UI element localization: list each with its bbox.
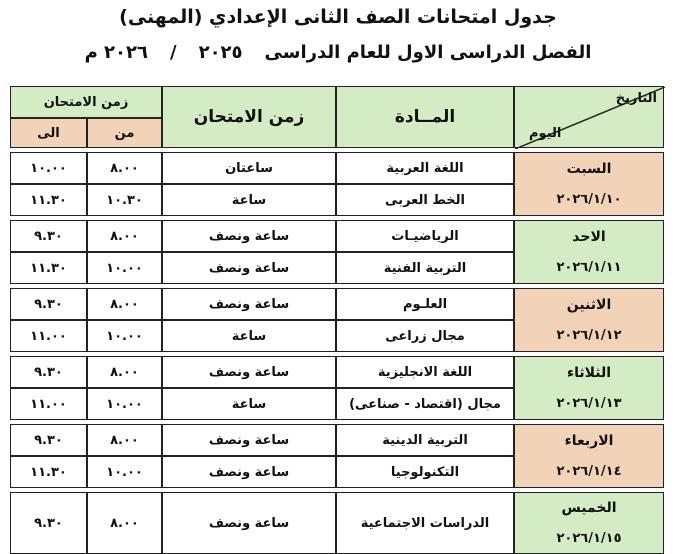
subject-cell: التربية الدينية bbox=[336, 424, 514, 456]
day-date: ٢٠٢٦/١/١٤ bbox=[556, 464, 622, 480]
duration-cell: ساعة ونصف bbox=[162, 288, 336, 320]
header-date-label: التاريخ bbox=[615, 91, 657, 106]
day-date: ٢٠٢٦/١/١٠ bbox=[556, 192, 622, 208]
subject-cell: اللغة الانجليزية bbox=[336, 356, 514, 388]
from-time-cell: ٨.٠٠ bbox=[87, 288, 162, 320]
day-name: الثلاثاء bbox=[566, 364, 612, 381]
from-time-cell: ١٠.٣٠ bbox=[87, 184, 162, 216]
header-to: الى bbox=[10, 118, 87, 148]
day-name: الاربعاء bbox=[564, 432, 614, 449]
subtitle-year-end: ٢٠٢٦ bbox=[104, 42, 148, 63]
to-time-cell: ١١.٠٠ bbox=[10, 320, 87, 352]
subject-cell: الدراسات الاجتماعية bbox=[336, 492, 514, 554]
day-name: الاثنين bbox=[566, 296, 612, 313]
from-time-cell: ١٠.٠٠ bbox=[87, 320, 162, 352]
day-name: السبت bbox=[566, 160, 612, 177]
to-time-cell: ٩.٣٠ bbox=[10, 220, 87, 252]
from-time-cell: ١٠.٠٠ bbox=[87, 388, 162, 420]
header-from: من bbox=[87, 118, 162, 148]
to-time-cell: ٩.٣٠ bbox=[10, 356, 87, 388]
duration-cell: ساعة ونصف bbox=[162, 252, 336, 284]
page-subtitle bbox=[0, 42, 676, 63]
from-time-cell: ١٠.٠٠ bbox=[87, 252, 162, 284]
day-name: الخميس bbox=[561, 500, 617, 517]
day-cell bbox=[514, 220, 664, 284]
subject-cell: التكنولوجيا bbox=[336, 456, 514, 488]
subject-cell: مجال زراعى bbox=[336, 320, 514, 352]
duration-cell: ساعة ونصف bbox=[162, 424, 336, 456]
header-day-label: اليوم bbox=[529, 126, 562, 141]
from-time-cell: ٨.٠٠ bbox=[87, 356, 162, 388]
subject-cell: العلـوم bbox=[336, 288, 514, 320]
from-time-cell: ٨.٠٠ bbox=[87, 492, 162, 554]
day-date: ٢٠٢٦/١/١١ bbox=[556, 260, 622, 276]
duration-cell: ساعة ونصف bbox=[162, 492, 336, 554]
subject-cell: اللغة العربية bbox=[336, 152, 514, 184]
to-time-cell: ٩.٣٠ bbox=[10, 288, 87, 320]
to-time-cell: ٩.٣٠ bbox=[10, 492, 87, 554]
subtitle-slash: / bbox=[170, 42, 177, 63]
subject-cell: الرياضيـات bbox=[336, 220, 514, 252]
duration-cell: ساعتان bbox=[162, 152, 336, 184]
duration-cell: ساعة bbox=[162, 320, 336, 352]
from-time-cell: ٨.٠٠ bbox=[87, 220, 162, 252]
from-time-cell: ٨.٠٠ bbox=[87, 152, 162, 184]
subtitle-suffix: م bbox=[84, 42, 98, 63]
subject-cell: مجال (اقتصاد - صناعى) bbox=[336, 388, 514, 420]
duration-cell: ساعة bbox=[162, 184, 336, 216]
duration-cell: ساعة ونصف bbox=[162, 456, 336, 488]
day-cell bbox=[514, 356, 664, 420]
page-title: جدول امتحانات الصف الثانى الإعدادي (المهنى) bbox=[119, 6, 557, 28]
day-date: ٢٠٢٦/١/١٥ bbox=[556, 530, 622, 546]
subtitle-text: الفصل الدراسى الاول للعام الدراسى bbox=[264, 42, 592, 63]
day-cell bbox=[514, 288, 664, 352]
subject-cell: الخط العربى bbox=[336, 184, 514, 216]
to-time-cell: ١١.٣٠ bbox=[10, 456, 87, 488]
duration-cell: ساعة ونصف bbox=[162, 356, 336, 388]
to-time-cell: ١١.٠٠ bbox=[10, 388, 87, 420]
to-time-cell: ٩.٣٠ bbox=[10, 424, 87, 456]
from-time-cell: ١٠.٠٠ bbox=[87, 456, 162, 488]
day-cell bbox=[514, 152, 664, 216]
to-time-cell: ١١.٣٠ bbox=[10, 252, 87, 284]
day-date: ٢٠٢٦/١/١٢ bbox=[556, 328, 622, 344]
from-time-cell: ٨.٠٠ bbox=[87, 424, 162, 456]
header-duration: زمن الامتحان bbox=[162, 86, 336, 148]
to-time-cell: ١١.٣٠ bbox=[10, 184, 87, 216]
subject-cell: التربية الفنية bbox=[336, 252, 514, 284]
to-time-cell: ١٠.٠٠ bbox=[10, 152, 87, 184]
day-cell bbox=[514, 424, 664, 488]
duration-cell: ساعة ونصف bbox=[162, 220, 336, 252]
day-name: الاحد bbox=[572, 228, 606, 245]
subtitle-year-start: ٢٠٢٥ bbox=[198, 42, 243, 63]
header-time-group: زمن الامتحان bbox=[10, 86, 162, 118]
header-date-day-cell bbox=[514, 86, 664, 148]
header-subject: المــادة bbox=[336, 86, 514, 148]
day-date: ٢٠٢٦/١/١٣ bbox=[556, 396, 622, 412]
duration-cell: ساعة bbox=[162, 388, 336, 420]
day-cell bbox=[514, 492, 664, 554]
